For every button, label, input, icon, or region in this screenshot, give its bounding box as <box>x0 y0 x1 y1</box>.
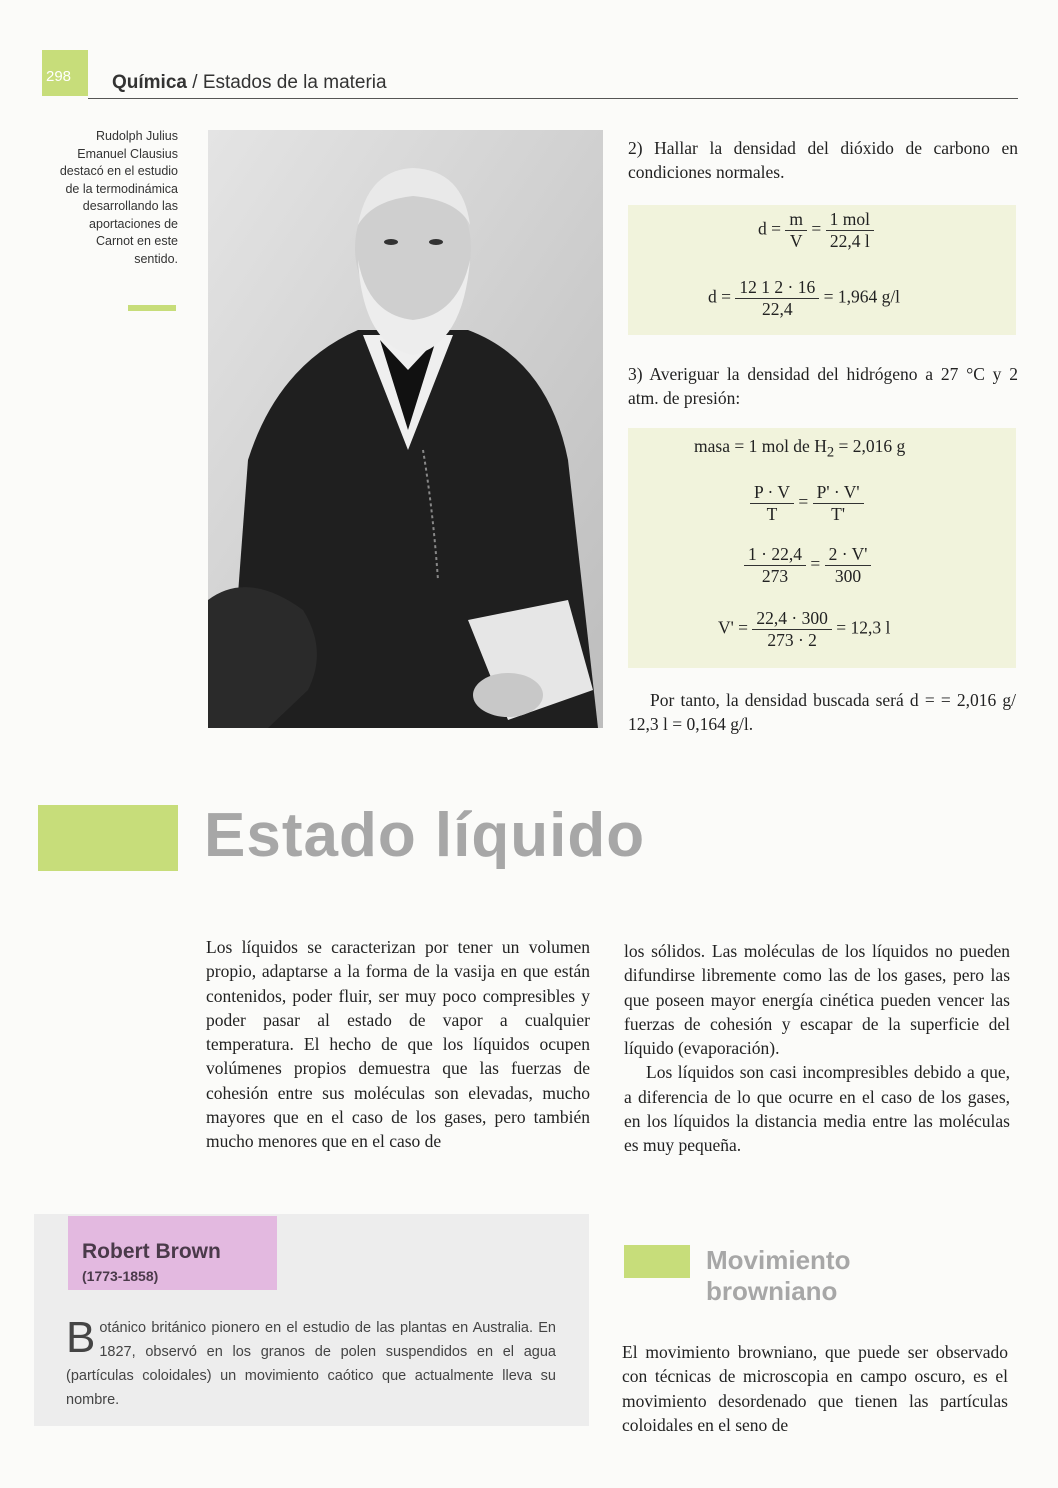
section-title: Estado líquido <box>204 801 646 870</box>
subsection-title-line-2: browniano <box>706 1276 838 1306</box>
problem-2-statement: 2) Hallar la densidad del dióxido de carbono en condiciones normales. <box>628 138 1018 182</box>
formula-lhs: V' = <box>718 617 749 638</box>
formula-rhs: = 1,964 g/l <box>823 286 901 307</box>
running-header <box>112 72 387 94</box>
subsection-title <box>706 1245 850 1307</box>
fraction-denominator: 273 <box>761 566 789 586</box>
header-section: Estados de la materia <box>202 72 387 93</box>
formula-rhs: = 12,3 l <box>836 617 891 638</box>
fraction-initial <box>744 544 806 587</box>
section-accent-bar <box>38 805 178 871</box>
header-separator: / <box>186 72 203 93</box>
fraction-final <box>825 544 872 587</box>
equals-sign: = <box>798 491 809 512</box>
header-rule <box>88 98 1018 99</box>
fraction-pv-t-prime <box>813 482 864 525</box>
gas-law-formula <box>750 482 864 525</box>
mass-line <box>694 436 905 462</box>
equals-sign: = <box>811 218 822 239</box>
fraction-denominator: 22,4 <box>761 299 793 319</box>
fraction-denominator: T' <box>831 504 845 524</box>
volume-result <box>718 608 890 651</box>
problem-3-statement: 3) Averiguar la densidad del hidrógeno a 27 °C y 2 atm. de presión: <box>628 364 1018 408</box>
fraction-denominator: 273 · 2 <box>767 630 817 650</box>
fraction-denominator: 22,4 l <box>829 231 870 251</box>
density-formula <box>758 209 874 252</box>
fraction-volume <box>752 608 831 651</box>
fraction-numerator: 12 1 2 · 16 <box>735 277 819 299</box>
fraction-denominator: V <box>789 231 803 251</box>
biography-years: (1773-1858) <box>82 1268 159 1284</box>
portrait-illustration <box>208 130 603 728</box>
page-number: 298 <box>46 68 72 85</box>
biography-body: otánico británico pionero en el estudio de las plantas en Australia. En 1827, observó en los granos de polen suspendidos en el agua (partículas coloidales) un movimiento caótico que actualmente lleva su nombre. <box>66 1320 556 1408</box>
fraction-numerator: 1 · 22,4 <box>744 544 806 566</box>
body-column-2 <box>624 939 1010 1158</box>
fraction-mol-volume <box>826 209 874 252</box>
fraction-denominator: 300 <box>834 566 862 586</box>
mass-value: = 2,016 g <box>834 436 906 456</box>
equals-sign: = <box>810 553 821 574</box>
fraction-pv-t <box>750 482 794 525</box>
subsection-title-line-1: Movimiento <box>706 1245 851 1275</box>
fraction-m-v <box>785 209 807 252</box>
page-number-badge <box>42 50 88 96</box>
subscript: 2 <box>826 444 835 461</box>
formula-lhs: d = <box>708 286 731 307</box>
portrait-photo <box>208 130 603 728</box>
fraction-numerator: 2 · V' <box>825 544 872 566</box>
body-paragraph: los sólidos. Las moléculas de los líquidos no pueden difundirse libremente como las de los gases, pero las que poseen mayor energía cinética pueden vencer las fuerzas de cohesión y escapar de la superficie del líquido (evaporación). <box>624 941 1010 1059</box>
browniano-text: El movimiento browniano, que puede ser observado con técnicas de microscopia en campo oscuro, es el movimiento desordenado que tienen las partículas coloidales en el seno de <box>622 1342 1008 1435</box>
gas-law-substitution <box>744 544 871 587</box>
photo-caption: Rudolph Julius Emanuel Clausius destacó en el estudio de la termodinámica desarrollando las aportaciones de Carnot en este sentido. <box>59 129 178 266</box>
drop-cap: B <box>66 1313 96 1362</box>
formula-lhs: d = <box>758 218 781 239</box>
fraction-numerator: 22,4 · 300 <box>752 608 831 630</box>
subsection-accent-bar <box>624 1245 690 1278</box>
mass-text: masa = 1 mol de H <box>694 436 827 456</box>
fraction-numerator: 1 mol <box>826 209 874 231</box>
fraction-numerator: P' · V' <box>813 482 864 504</box>
caption-accent-bar <box>128 305 176 311</box>
fraction-denominator: T <box>766 504 778 524</box>
problem-2-formula-box <box>628 205 1016 335</box>
fraction-numerator: m <box>785 209 807 231</box>
fraction-numerator: P · V <box>750 482 794 504</box>
body-column-1: Los líquidos se caracterizan por tener un volumen propio, adaptarse a la forma de la vasija en que están contenidos, poder fluir, ser muy poco compresibles y poder pasar al estado de vapor a cualquier temperatura. El hecho de que los líquidos ocupen volúmenes propios demuestra que las fuerzas de cohesión entre sus moléculas son elevadas, mucho mayores que en el caso de los gases, pero también mucho menores que en el caso de <box>206 937 590 1152</box>
problem-3-conclusion: Por tanto, la densidad buscada será d = = 2,016 g/ 12,3 l = 0,164 g/l. <box>628 690 1016 734</box>
density-result <box>708 277 900 320</box>
biography-text <box>66 1313 556 1412</box>
fraction-co2 <box>735 277 819 320</box>
body-paragraph: Los líquidos son casi incompresibles debido a que, a diferencia de lo que ocurre en el caso de los gases, en los líquidos la distancia media entre las moléculas es muy pequeña. <box>624 1062 1010 1156</box>
problem-3-formula-box <box>628 428 1016 668</box>
biography-name: Robert Brown <box>82 1240 221 1263</box>
header-subject: Química <box>112 72 187 93</box>
